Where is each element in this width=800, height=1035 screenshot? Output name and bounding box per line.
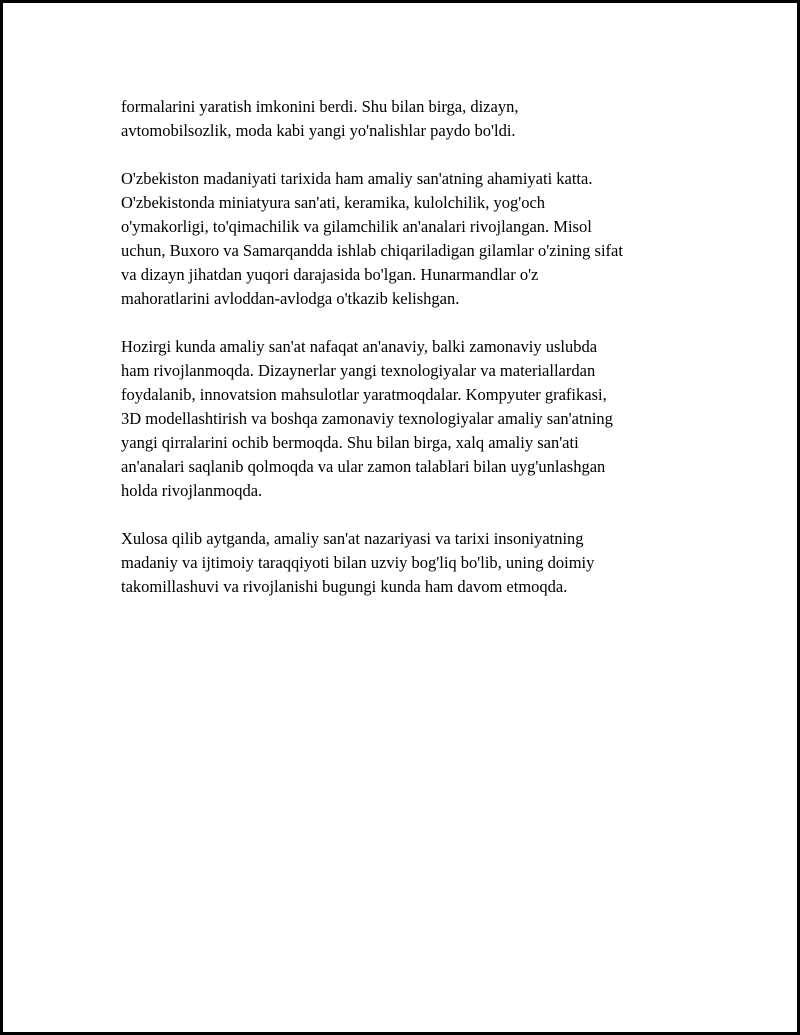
text-line: va dizayn jihatdan yuqori darajasida bo'lgan. Hunarmandlar o'z xyxy=(121,265,539,284)
text-line: uchun, Buxoro va Samarqandda ishlab chiqariladigan gilamlar o'zining sifat xyxy=(121,241,623,260)
text-line: Xulosa qilib aytganda, amaliy san'at nazariyasi va tarixi insoniyatning xyxy=(121,529,584,548)
text-line: holda rivojlanmoqda. xyxy=(121,481,263,500)
text-line: takomillashuvi va rivojlanishi bugungi kunda ham davom etmoqda. xyxy=(121,577,568,596)
text-line: O'zbekiston madaniyati tarixida ham amaliy san'atning ahamiyati katta. xyxy=(121,169,593,188)
text-line: foydalanib, innovatsion mahsulotlar yaratmoqdalar. Kompyuter grafikasi, xyxy=(121,385,607,404)
text-line: avtomobilsozlik, moda kabi yangi yo'nalishlar paydo bo'ldi. xyxy=(121,121,516,140)
text-line: an'analari saqlanib qolmoqda va ular zamon talablari bilan uyg'unlashgan xyxy=(121,457,606,476)
text-line: madaniy va ijtimoiy taraqqiyoti bilan uzviy bog'liq bo'lib, uning doimiy xyxy=(121,553,595,572)
text-line: yangi qirralarini ochib bermoqda. Shu bilan birga, xalq amaliy san'ati xyxy=(121,433,579,452)
text-line: mahoratlarini avloddan-avlodga o'tkazib kelishgan. xyxy=(121,289,460,308)
text-line: ham rivojlanmoqda. Dizaynerlar yangi texnologiyalar va materiallardan xyxy=(121,361,596,380)
paragraph xyxy=(121,335,691,503)
text-line: 3D modellashtirish va boshqa zamonaviy texnologiyalar amaliy san'atning xyxy=(121,409,613,428)
paragraph xyxy=(121,527,691,599)
text-line: Hozirgi kunda amaliy san'at nafaqat an'anaviy, balki zamonaviy uslubda xyxy=(121,337,598,356)
paragraph xyxy=(121,95,691,143)
text-line: O'zbekistonda miniatyura san'ati, keramika, kulolchilik, yog'och xyxy=(121,193,546,212)
paragraph xyxy=(121,167,691,311)
document-body xyxy=(121,95,691,623)
text-line: o'ymakorligi, to'qimachilik va gilamchilik an'analari rivojlangan. Misol xyxy=(121,217,592,236)
text-line: formalarini yaratish imkonini berdi. Shu bilan birga, dizayn, xyxy=(121,97,519,116)
